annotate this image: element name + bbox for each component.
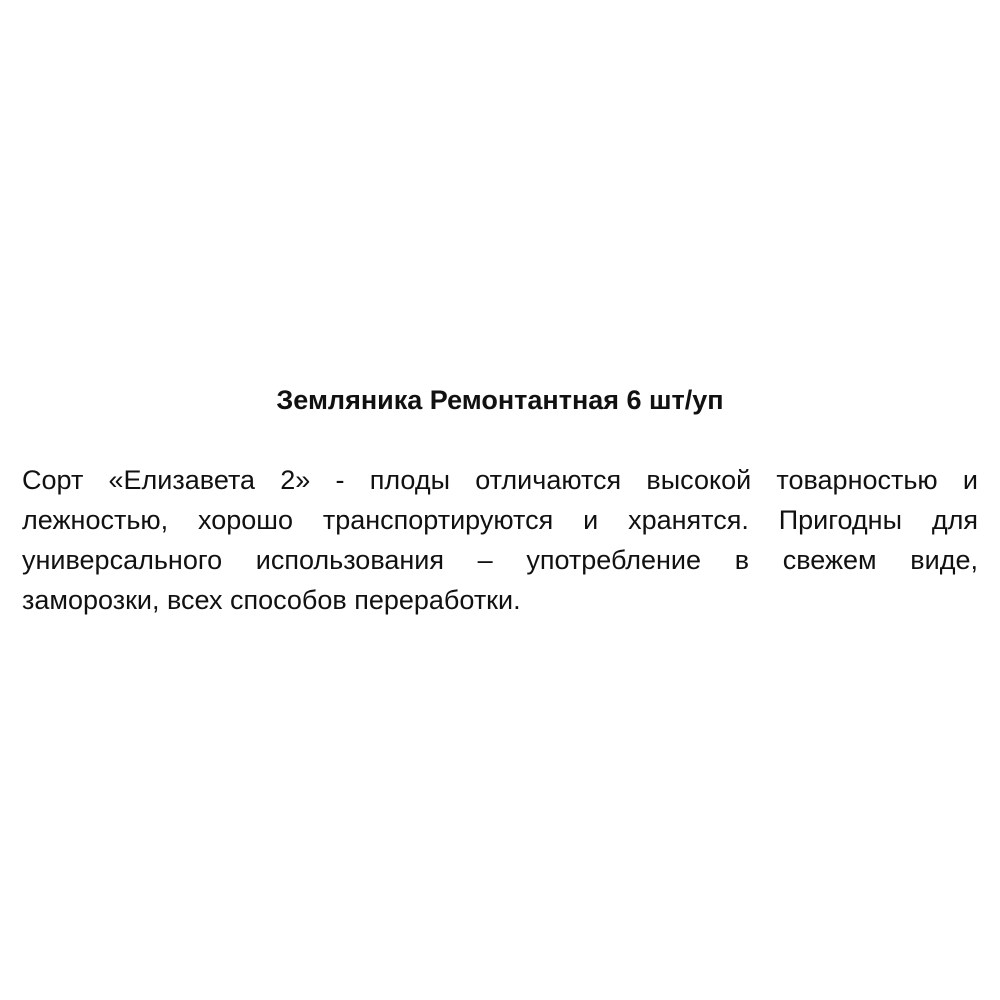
product-title: Земляника Ремонтантная 6 шт/уп (276, 385, 724, 415)
description-line: заморозки, всех способов переработки. (22, 585, 521, 615)
description-line: лежностью, хорошо транспортируются и хранятся. Пригодны для (22, 505, 978, 535)
description-line: универсального использования – употребление в свежем виде, (22, 545, 978, 575)
description-line: Сорт «Елизавета 2» - плоды отличаются высокой товарностью и (22, 465, 978, 495)
product-description (22, 460, 978, 620)
